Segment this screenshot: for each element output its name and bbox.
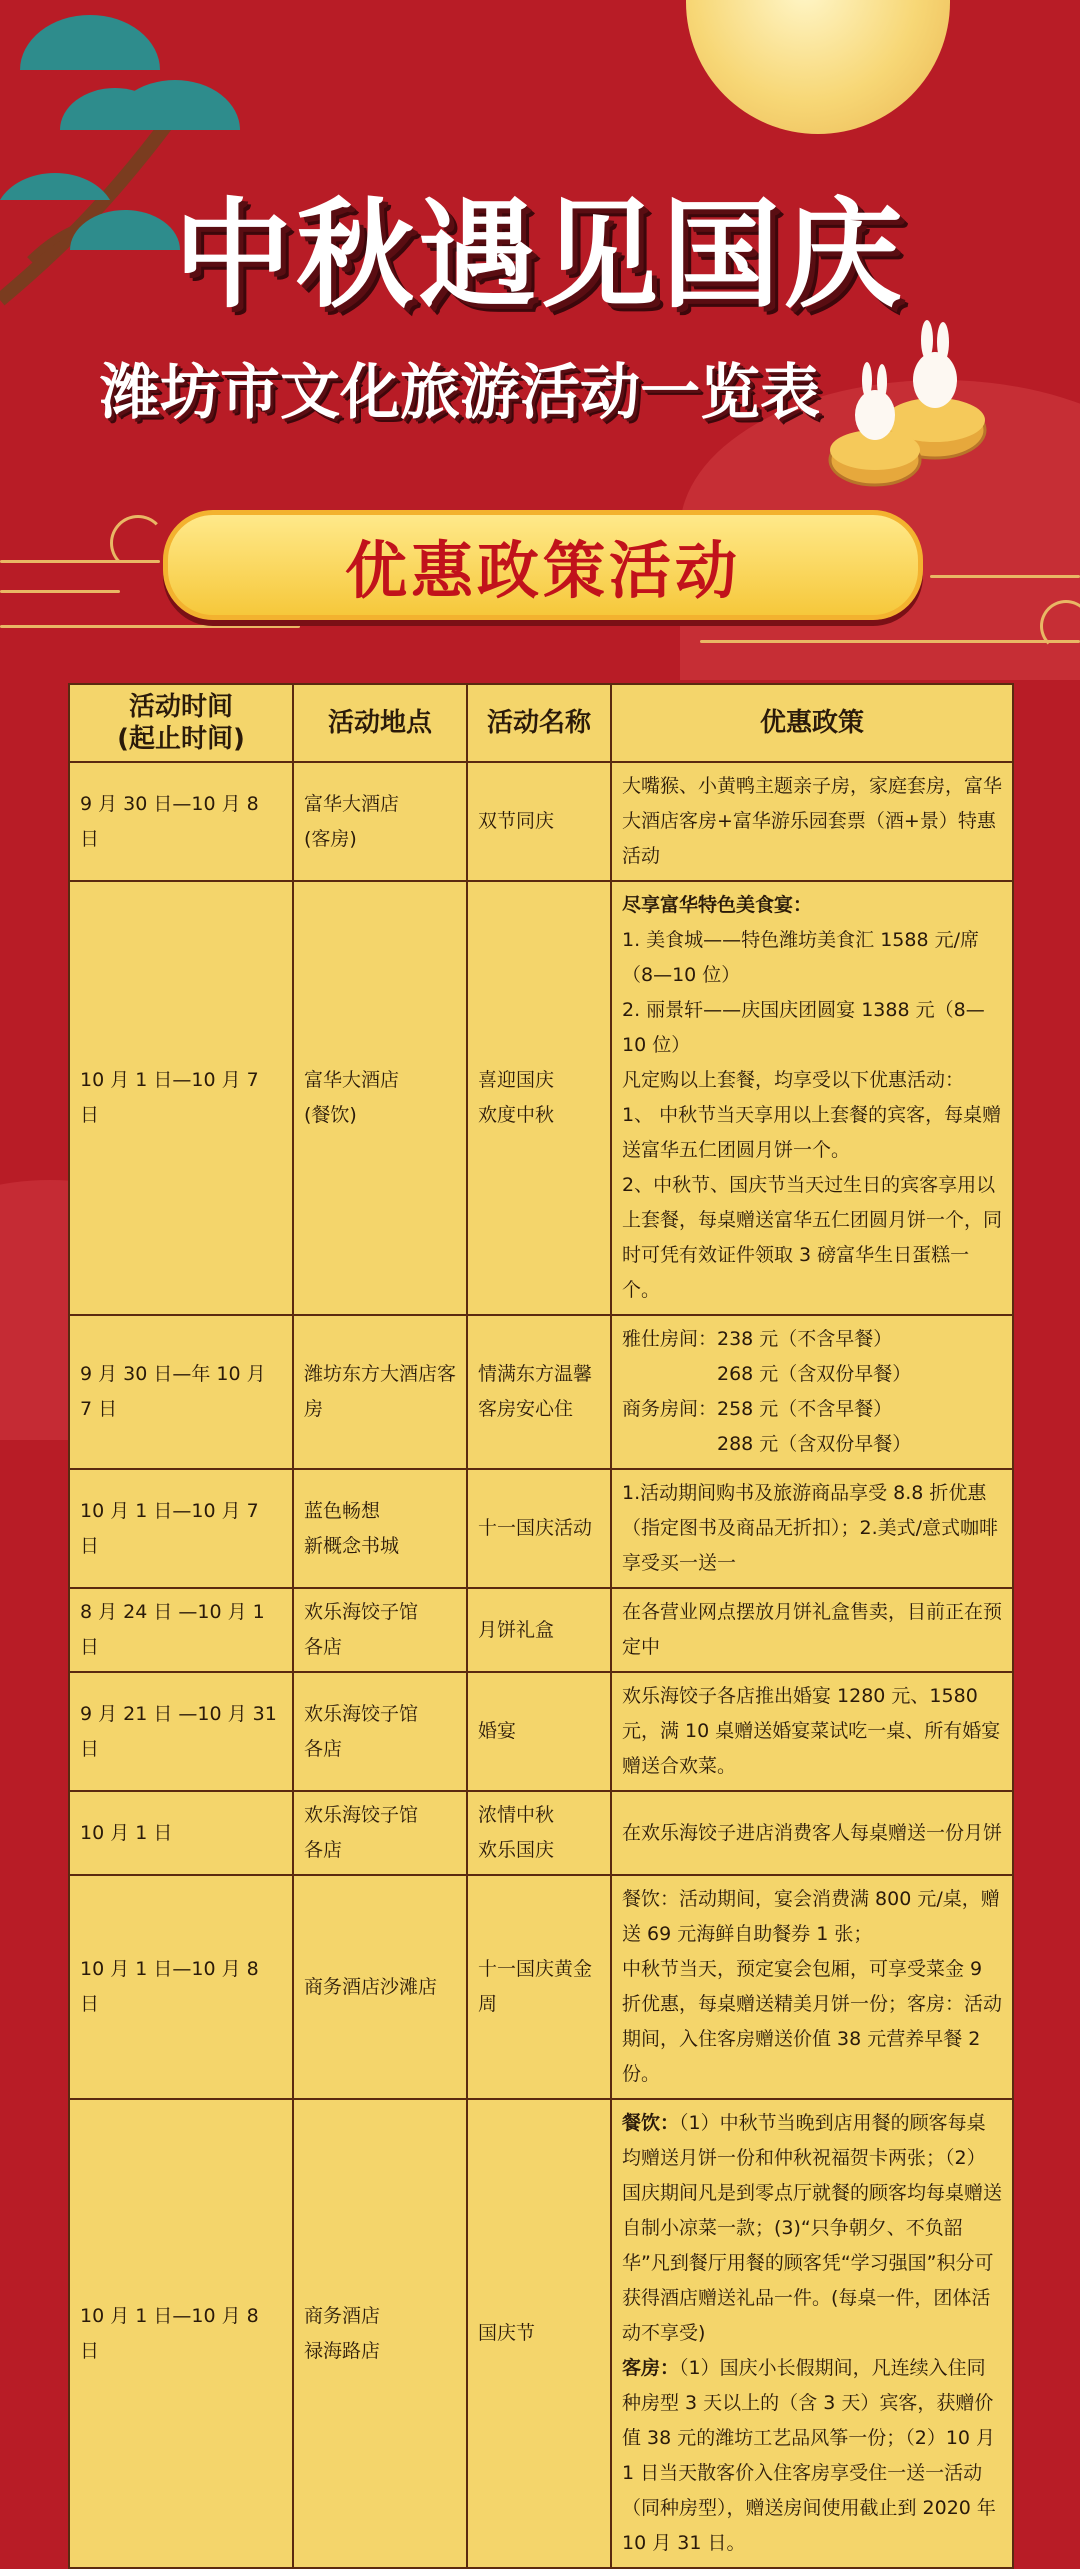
policy-text: 大嘴猴、小黄鸭主题亲子房，家庭套房，富华大酒店客房+富华游乐园套票（酒+景）特惠活动: [622, 775, 1003, 867]
cell-time: 10 月 1 日—10 月 8 日: [69, 1875, 293, 2099]
column-header-place: 活动地点: [293, 684, 467, 762]
policy-text: （1）国庆小长假期间，凡连续入住同种房型 3 天以上的（含 3 天）宾客，获赠价值 38 元的潍坊工艺品风筝一份；（2）10 月 1 日当天散客价入住客房享受住一送一活动（同种房型），赠送房间使用截止到 2020 年 10 月 31 日。: [622, 2357, 996, 2554]
cell-place: 富华大酒店 (客房): [293, 762, 467, 881]
cell-time: 10 月 1 日—10 月 8 日: [69, 2099, 293, 2568]
cell-place: 欢乐海饺子馆 各店: [293, 1588, 467, 1672]
column-header-policy: 优惠政策: [611, 684, 1013, 762]
policy-lead: 餐饮：: [622, 2112, 680, 2134]
cell-name: 情满东方温馨客房安心住: [467, 1315, 611, 1469]
cell-place: 商务酒店 禄海路店: [293, 2099, 467, 2568]
cell-name: 月饼礼盒: [467, 1588, 611, 1672]
section-banner: [163, 510, 923, 620]
cloud-line-decoration: [930, 575, 1080, 578]
swirl-decoration: [110, 515, 166, 571]
cloud-line-decoration: [0, 625, 300, 628]
cell-policy: [611, 1469, 1013, 1588]
table-row: [69, 1875, 1013, 2099]
section-banner-label: 优惠政策活动: [344, 533, 741, 607]
page-title: 中秋遇见国庆: [173, 186, 906, 324]
table-row: [69, 1791, 1013, 1875]
cell-time: 10 月 1 日—10 月 7 日: [69, 881, 293, 1315]
cell-name: 双节同庆: [467, 762, 611, 881]
page-subtitle: 潍坊市文化旅游活动一览表: [100, 358, 820, 428]
cell-time: 10 月 1 日: [69, 1791, 293, 1875]
table-row: [69, 762, 1013, 881]
policy-text: 在欢乐海饺子进店消费客人每桌赠送一份月饼: [622, 1821, 1003, 1844]
cell-place: 蓝色畅想 新概念书城: [293, 1469, 467, 1588]
cell-policy: [611, 762, 1013, 881]
cell-policy: [611, 1791, 1013, 1875]
cell-time: 10 月 1 日—10 月 7 日: [69, 1469, 293, 1588]
cell-policy: [611, 1672, 1013, 1791]
policy-text: 1.活动期间购书及旅游商品享受 8.8 折优惠（指定图书及商品无折扣）；2.美式/意式咖啡享受买一送一: [622, 1482, 999, 1574]
policy-text: 餐饮：活动期间，宴会消费满 800 元/桌，赠送 69 元海鲜自助餐券 1 张； 中秋节当天，预定宴会包厢，可享受菜金 9 折优惠，每桌赠送精美月饼一份；客房：活动期间，入住客房赠送价值 38 元营养早餐 2 份。: [622, 1888, 1003, 2085]
cell-policy: [611, 1875, 1013, 2099]
cell-name: 浓情中秋 欢乐国庆: [467, 1791, 611, 1875]
cell-time: 8 月 24 日 —10 月 1 日: [69, 1588, 293, 1672]
cell-place: 商务酒店沙滩店: [293, 1875, 467, 2099]
cell-place: 富华大酒店 (餐饮): [293, 881, 467, 1315]
cell-name: 十一国庆黄金周: [467, 1875, 611, 2099]
policy-text: （1）中秋节当晚到店用餐的顾客每桌均赠送月饼一份和仲秋祝福贺卡两张；（2）国庆期间凡是到零点厅就餐的顾客均每桌赠送自制小凉菜一款；(3)“只争朝夕、不负韶华”凡到餐厅用餐的顾客凭“学习强国”积分可获得酒店赠送礼品一件。(每桌一件，团体活动不享受): [622, 2112, 1003, 2344]
moon-decoration: [686, 0, 950, 134]
table-row: [69, 2099, 1013, 2568]
table-row: [69, 1315, 1013, 1469]
cell-policy: [611, 2099, 1013, 2568]
table-row: [69, 881, 1013, 1315]
column-header-time: 活动时间 (起止时间): [69, 684, 293, 762]
rabbit-mooncake-icon: [825, 320, 1005, 490]
table-row: [69, 1672, 1013, 1791]
policy-text: 在各营业网点摆放月饼礼盒售卖，目前正在预定中: [622, 1601, 1003, 1658]
cell-time: 9 月 21 日 —10 月 31 日: [69, 1672, 293, 1791]
cell-place: 潍坊东方大酒店客房: [293, 1315, 467, 1469]
cell-time: 9 月 30 日—年 10 月 7 日: [69, 1315, 293, 1469]
table-row: [69, 1469, 1013, 1588]
policy-lead: 客房：: [622, 2357, 680, 2379]
column-header-name: 活动名称: [467, 684, 611, 762]
cell-name: 十一国庆活动: [467, 1469, 611, 1588]
cell-place: 欢乐海饺子馆 各店: [293, 1672, 467, 1791]
cell-policy: [611, 1315, 1013, 1469]
cell-name: 喜迎国庆 欢度中秋: [467, 881, 611, 1315]
cloud-line-decoration: [0, 590, 120, 593]
cell-policy: [611, 1588, 1013, 1672]
cell-place: 欢乐海饺子馆 各店: [293, 1791, 467, 1875]
cell-name: 国庆节: [467, 2099, 611, 2568]
cell-time: 9 月 30 日—10 月 8 日: [69, 762, 293, 881]
policy-text: 1. 美食城——特色潍坊美食汇 1588 元/席（8—10 位） 2. 丽景轩——庆国庆团圆宴 1388 元（8—10 位） 凡定购以上套餐，均享受以下优惠活动： 1、 中秋节当天享用以上套餐的宾客，每桌赠送富华五仁团圆月饼一个。 2、中秋节、国庆节当天过生日的宾客享用以上套餐，每桌赠送富华五仁团圆月饼一个，同时可凭有效证件领取 3 磅富华生日蛋糕一个。: [622, 929, 1003, 1301]
cell-policy: [611, 881, 1013, 1315]
table-header-row: [69, 684, 1013, 762]
table-row: [69, 1588, 1013, 1672]
policy-lead: 尽享富华特色美食宴：: [622, 894, 813, 916]
policy-text: 雅仕房间：238 元（不含早餐） 268 元（含双份早餐） 商务房间：258 元（不含早餐） 288 元（含双份早餐）: [622, 1328, 912, 1455]
cloud-line-decoration: [700, 640, 1080, 643]
policy-text: 欢乐海饺子各店推出婚宴 1280 元、1580 元，满 10 桌赠送婚宴菜试吃一桌、所有婚宴赠送合欢菜。: [622, 1685, 1001, 1777]
policy-table: [68, 683, 1014, 2569]
cell-name: 婚宴: [467, 1672, 611, 1791]
